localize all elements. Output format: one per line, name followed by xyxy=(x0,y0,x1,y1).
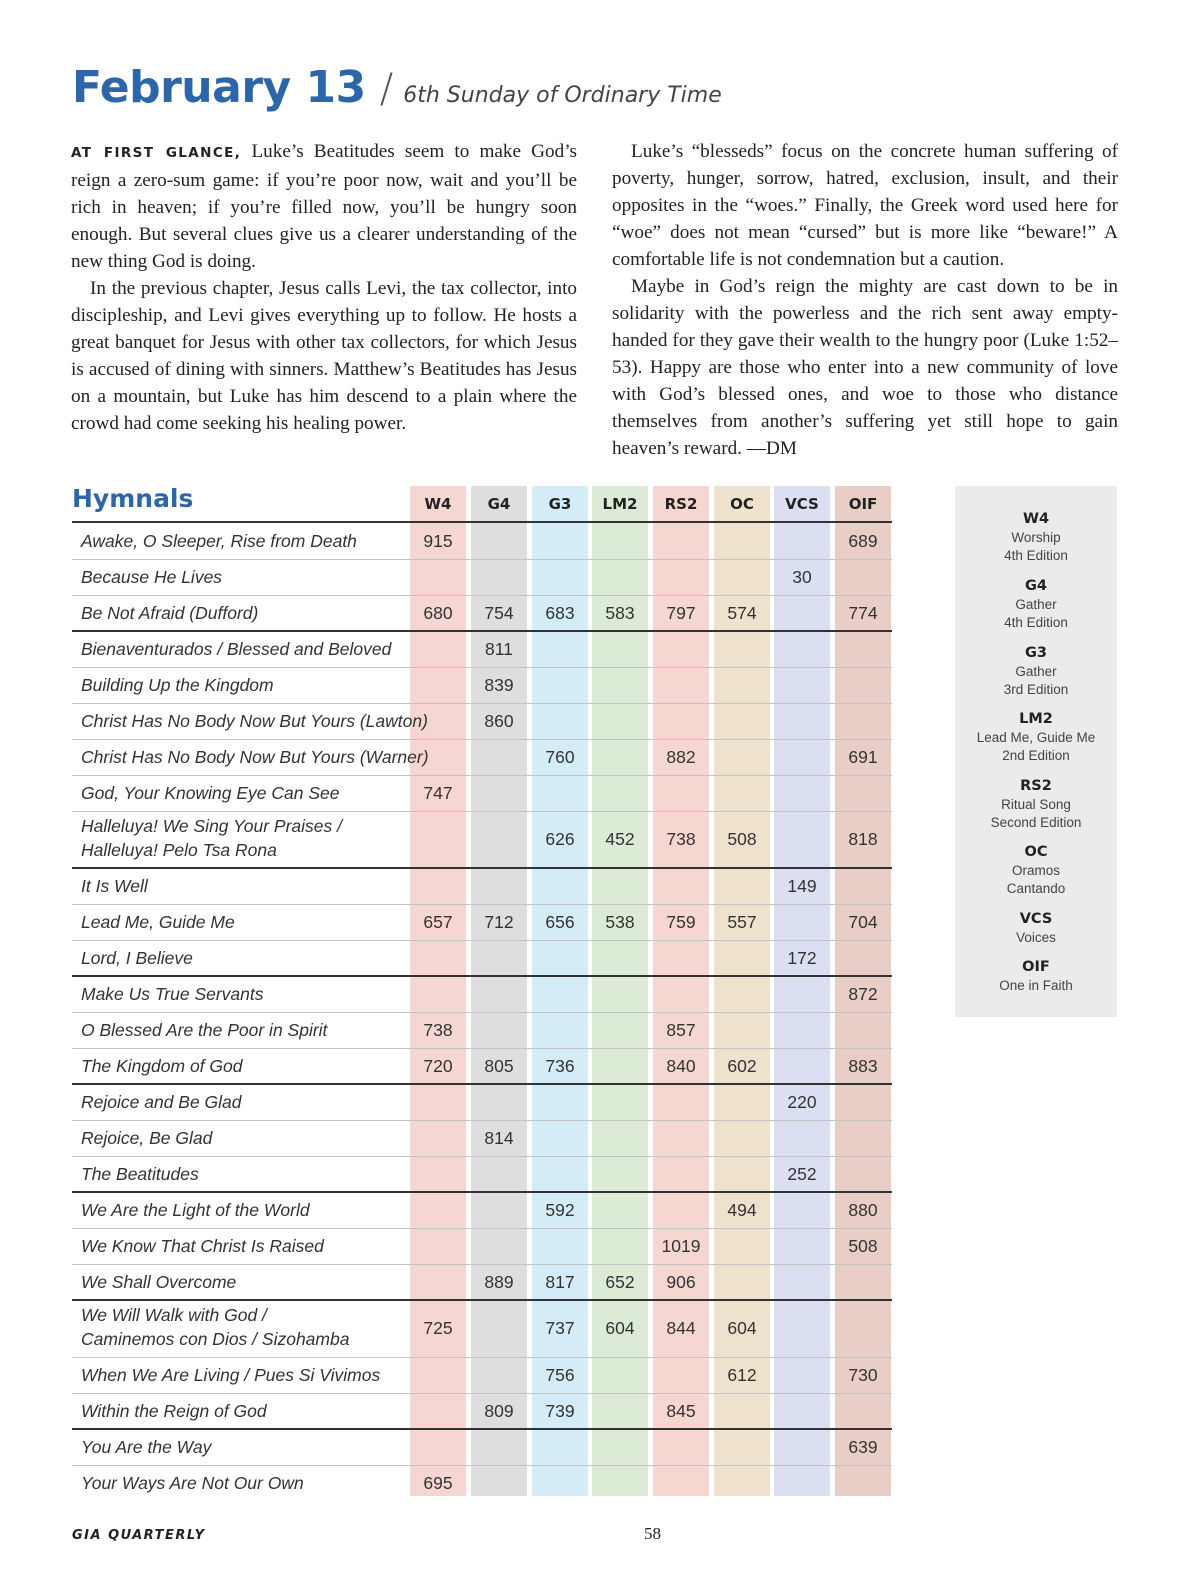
hymn-title: Christ Has No Body Now But Yours (Lawton) xyxy=(81,711,428,731)
hymn-title: You Are the Way xyxy=(81,1437,212,1457)
hymn-number-w4: 915 xyxy=(423,531,453,551)
article-lead-in: AT FIRST GLANCE, xyxy=(71,145,242,161)
hymn-title: It Is Well xyxy=(81,876,148,896)
row-divider xyxy=(72,940,892,941)
hymn-title: We Shall Overcome xyxy=(81,1272,237,1292)
hymn-number-g4: 814 xyxy=(484,1128,514,1148)
hymn-number-g3: 626 xyxy=(545,829,575,849)
legend-description: 4th Edition xyxy=(1004,548,1068,563)
hymn-number-rs2: 845 xyxy=(666,1401,696,1421)
hymn-number-g3: 817 xyxy=(545,1272,575,1292)
hymn-number-g4: 754 xyxy=(484,603,514,623)
hymn-number-w4: 725 xyxy=(423,1318,453,1338)
hymn-title-line-1: Halleluya! We Sing Your Praises / xyxy=(81,816,343,836)
hymn-number-g4: 860 xyxy=(484,711,514,731)
hymn-number-oif: 704 xyxy=(848,912,878,932)
article-p1-text: Luke’s Beatitudes seem to make God’s reign a zero-sum game: if you’re poor now, wait and you’ll be rich in heaven; if you’re filled now, you’ll be hungry soon enough. But several clues give us a clearer understanding of the new thing God is doing. xyxy=(71,141,577,272)
column-header-rs2: RS2 xyxy=(664,495,698,513)
hymn-title: We Are the Light of the World xyxy=(81,1200,310,1220)
hymn-number-rs2: 906 xyxy=(666,1272,696,1292)
hymn-title: The Kingdom of God xyxy=(81,1056,243,1076)
hymn-number-lm2: 604 xyxy=(605,1318,635,1338)
hymn-number-oc: 604 xyxy=(727,1318,757,1338)
hymn-number-oc: 557 xyxy=(727,912,757,932)
hymn-number-rs2: 797 xyxy=(666,603,696,623)
hymn-title: Building Up the Kingdom xyxy=(81,675,274,695)
hymn-number-g4: 712 xyxy=(484,912,514,932)
legend-item-rs2 xyxy=(955,777,1117,832)
hymn-number-oc: 494 xyxy=(727,1200,757,1220)
article-paragraph-3: Luke’s “blesseds” focus on the concrete human suffering of poverty, hunger, sorrow, hatred, exclusion, insult, and their opposites in the “woes.” Finally, the Greek word used here for “woe” does not mean “cursed” but is more like “beware!” A comfortable life is not condemnation but a caution. xyxy=(612,141,1118,270)
legend-description: Second Edition xyxy=(990,815,1082,830)
article-paragraph-1 xyxy=(71,138,577,275)
legend-item-lm2 xyxy=(955,710,1117,765)
hymn-title: Lord, I Believe xyxy=(81,948,193,968)
legend-description: 2nd Edition xyxy=(1002,748,1070,763)
hymn-number-g3: 736 xyxy=(545,1056,575,1076)
hymn-number-rs2: 759 xyxy=(666,912,696,932)
hymn-number-oif: 774 xyxy=(848,603,878,623)
hymn-number-rs2: 882 xyxy=(666,747,696,767)
hymn-number-g3: 760 xyxy=(545,747,575,767)
hymn-number-oif: 689 xyxy=(848,531,878,551)
hymn-number-g3: 737 xyxy=(545,1318,575,1338)
hymn-number-w4: 680 xyxy=(423,603,453,623)
legend-description: Cantando xyxy=(1006,881,1066,896)
hymn-number-oc: 612 xyxy=(727,1365,757,1385)
hymn-number-oc: 508 xyxy=(727,829,757,849)
hymn-number-vcs: 172 xyxy=(787,948,817,968)
hymn-number-oif: 691 xyxy=(848,747,878,767)
hymn-number-oc: 602 xyxy=(727,1056,757,1076)
legend-description: Voices xyxy=(1016,930,1056,945)
hymn-number-w4: 720 xyxy=(423,1056,453,1076)
hymn-number-lm2: 538 xyxy=(605,912,635,932)
hymn-number-oif: 508 xyxy=(848,1236,878,1256)
hymn-number-w4: 657 xyxy=(423,912,453,932)
hymn-title-line-2: Halleluya! Pelo Tsa Rona xyxy=(81,840,277,860)
row-divider xyxy=(72,739,892,740)
legend-item-vcs xyxy=(955,910,1117,947)
hymn-title: Because He Lives xyxy=(81,567,223,587)
hymn-number-vcs: 30 xyxy=(792,567,812,587)
hymn-number-vcs: 252 xyxy=(787,1164,817,1184)
hymn-title: We Know That Christ Is Raised xyxy=(81,1236,324,1256)
hymn-number-rs2: 840 xyxy=(666,1056,696,1076)
group-divider xyxy=(72,1083,892,1085)
group-divider xyxy=(72,1428,892,1430)
hymn-number-w4: 695 xyxy=(423,1473,453,1493)
hymn-number-rs2: 1019 xyxy=(661,1236,701,1256)
article-paragraph-4: Maybe in God’s reign the mighty are cast down to be in solidarity with the powerless and the rich sent away empty-handed for they gave their wealth to the hungry poor (Luke 1:52–53). Happy are those who enter into a new community of love with God’s blessed ones, and woe to those who distance themselves from another’s suffering yet still hope to gain heaven’s reward. —DM xyxy=(612,276,1118,459)
hymn-title: God, Your Knowing Eye Can See xyxy=(81,783,340,803)
legend-description: One in Faith xyxy=(999,978,1073,993)
hymn-number-oif: 880 xyxy=(848,1200,878,1220)
hymn-number-lm2: 652 xyxy=(605,1272,635,1292)
hymn-title: Rejoice, Be Glad xyxy=(81,1128,213,1148)
hymn-number-oif: 872 xyxy=(848,984,878,1004)
hymnals-title: Hymnals xyxy=(72,484,194,513)
column-header-g3: G3 xyxy=(548,495,572,513)
hymn-number-g4: 805 xyxy=(484,1056,514,1076)
legend-code: RS2 xyxy=(1020,778,1052,794)
hymn-title: Your Ways Are Not Our Own xyxy=(81,1473,304,1493)
legend-code: W4 xyxy=(1022,511,1050,527)
legend-code: OIF xyxy=(1022,959,1050,975)
hymn-title: When We Are Living / Pues Si Vivimos xyxy=(81,1365,381,1385)
hymn-number-g3: 683 xyxy=(545,603,575,623)
column-header-w4: W4 xyxy=(424,495,452,513)
legend-description: Oramos xyxy=(1011,863,1060,878)
row-divider xyxy=(72,1012,892,1013)
hymn-title: Make Us True Servants xyxy=(81,984,264,1004)
column-header-vcs: VCS xyxy=(785,495,819,513)
hymn-number-vcs: 220 xyxy=(787,1092,817,1112)
article-paragraph-2: In the previous chapter, Jesus calls Levi, the tax collector, into discipleship, and Levi gives everything up to follow. He hosts a great banquet for Jesus with other tax collectors, for which Jesus is accused of dining with sinners. Matthew’s Beatitudes has Jesus on a mountain, but Luke has him descend to a plain where the crowd had come seeking his healing power. xyxy=(71,278,577,434)
table-header-rule xyxy=(72,521,892,523)
group-divider xyxy=(72,867,892,869)
row-divider xyxy=(72,775,892,776)
hymn-title: The Beatitudes xyxy=(81,1164,199,1184)
legend-code: LM2 xyxy=(1019,711,1053,727)
row-divider xyxy=(72,1465,892,1466)
group-divider xyxy=(72,975,892,977)
legend-description: Worship xyxy=(1011,530,1061,545)
legend-description: Gather xyxy=(1015,664,1057,679)
hymn-title: Bienaventurados / Blessed and Beloved xyxy=(81,639,392,659)
legend-code: OC xyxy=(1024,844,1048,860)
page-title xyxy=(72,62,722,113)
column-header-g4: G4 xyxy=(487,495,511,513)
legend-item-oc xyxy=(955,843,1117,898)
hymn-number-g3: 756 xyxy=(545,1365,575,1385)
legend-description: Gather xyxy=(1015,597,1057,612)
hymn-number-oif: 818 xyxy=(848,829,878,849)
legend-item-g4 xyxy=(955,577,1117,632)
hymn-number-rs2: 857 xyxy=(666,1020,696,1040)
row-divider xyxy=(72,1228,892,1229)
legend-code: G3 xyxy=(1025,645,1047,661)
title-date: February 13 xyxy=(72,62,366,113)
hymn-number-g4: 839 xyxy=(484,675,514,695)
title-subtitle: 6th Sunday of Ordinary Time xyxy=(403,83,722,108)
hymnal-legend xyxy=(955,486,1117,1017)
title-separator: / xyxy=(379,66,394,112)
hymn-number-oif: 883 xyxy=(848,1056,878,1076)
legend-item-oif xyxy=(955,958,1117,995)
hymn-number-g3: 592 xyxy=(545,1200,575,1220)
hymn-title: Be Not Afraid (Dufford) xyxy=(81,603,259,623)
hymn-title: Awake, O Sleeper, Rise from Death xyxy=(81,531,357,551)
legend-description: 4th Edition xyxy=(1004,615,1068,630)
hymn-number-lm2: 452 xyxy=(605,829,635,849)
legend-description: Lead Me, Guide Me xyxy=(976,730,1096,745)
legend-item-w4 xyxy=(955,510,1117,565)
hymn-title: Rejoice and Be Glad xyxy=(81,1092,242,1112)
column-bg-vcs xyxy=(774,486,830,1496)
column-header-oc: OC xyxy=(730,495,754,513)
hymn-number-oif: 639 xyxy=(848,1437,878,1457)
hymn-number-w4: 738 xyxy=(423,1020,453,1040)
row-divider xyxy=(72,1156,892,1157)
legend-code: VCS xyxy=(1019,911,1053,927)
article-column-left xyxy=(71,138,577,437)
hymn-number-g4: 809 xyxy=(484,1401,514,1421)
footer-publication: GIA QUARTERLY xyxy=(72,1528,206,1543)
hymn-number-w4: 747 xyxy=(423,783,453,803)
column-header-oif: OIF xyxy=(848,495,878,513)
hymn-title-line-1: We Will Walk with God / xyxy=(81,1305,267,1325)
footer-page-number: 58 xyxy=(644,1524,661,1543)
hymn-number-g4: 889 xyxy=(484,1272,514,1292)
hymn-number-lm2: 583 xyxy=(605,603,635,623)
hymn-title: Lead Me, Guide Me xyxy=(81,912,235,932)
hymn-number-g3: 656 xyxy=(545,912,575,932)
hymn-number-g3: 739 xyxy=(545,1401,575,1421)
hymn-title-line-2: Caminemos con Dios / Sizohamba xyxy=(81,1329,350,1349)
hymn-number-vcs: 149 xyxy=(787,876,817,896)
hymn-title: Christ Has No Body Now But Yours (Warner) xyxy=(81,747,429,767)
hymn-title: Within the Reign of God xyxy=(81,1401,267,1421)
legend-description: 3rd Edition xyxy=(1003,682,1069,697)
hymn-number-oif: 730 xyxy=(848,1365,878,1385)
hymn-number-oc: 574 xyxy=(727,603,757,623)
row-divider xyxy=(72,559,892,560)
column-header-lm2: LM2 xyxy=(602,495,638,513)
article-column-right xyxy=(612,138,1118,462)
hymn-number-rs2: 738 xyxy=(666,829,696,849)
legend-description: Ritual Song xyxy=(1001,797,1071,812)
hymn-title: O Blessed Are the Poor in Spirit xyxy=(81,1020,328,1040)
legend-item-g3 xyxy=(955,644,1117,699)
hymn-number-g4: 811 xyxy=(485,639,513,659)
hymn-number-rs2: 844 xyxy=(666,1318,696,1338)
legend-code: G4 xyxy=(1025,578,1047,594)
